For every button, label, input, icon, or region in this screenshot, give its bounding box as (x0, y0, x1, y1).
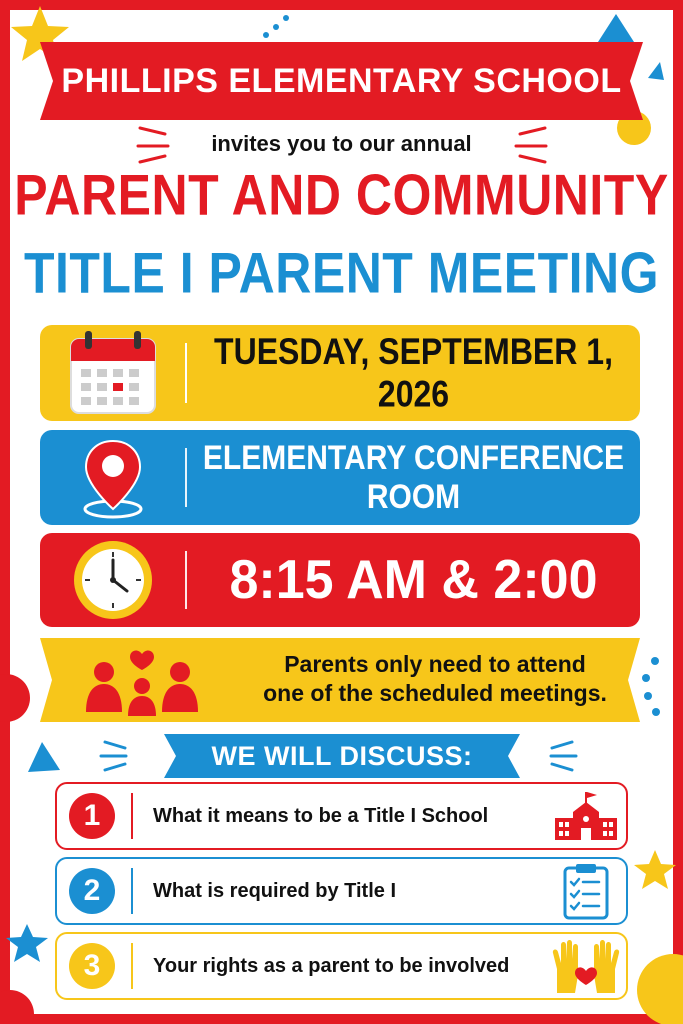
divider (131, 793, 133, 839)
triangle-decoration-top-right (598, 14, 634, 42)
parents-group-icon (82, 646, 202, 716)
circle-decoration-red-left (0, 674, 30, 722)
divider (131, 868, 133, 914)
topic-text: What it means to be a Title I School (153, 804, 489, 827)
star-decoration-bottom-left (6, 924, 48, 962)
note-line-2: one of the scheduled meetings. (263, 680, 607, 706)
attendance-note-ribbon (40, 638, 640, 722)
meeting-location: ELEMENTARY CONFERENCE ROOM (202, 438, 625, 516)
meeting-times: 8:15 AM & 2:00 (229, 549, 598, 611)
meeting-date: TUESDAY, SEPTEMBER 1, 2026 (214, 330, 613, 415)
location-pin-icon (40, 430, 185, 525)
discuss-heading-ribbon (164, 734, 520, 778)
topic-number: 3 (69, 943, 115, 989)
note-line-1: Parents only need to attend (284, 651, 586, 677)
clipboard-checklist-icon (546, 862, 626, 920)
school-icon (546, 790, 626, 842)
star-decoration-right (634, 850, 676, 889)
clock-icon (40, 533, 185, 627)
topic-text: Your rights as a parent to be involved (153, 954, 510, 977)
attendance-note (230, 650, 640, 708)
headline-primary: PARENT AND COMMUNITY (14, 162, 669, 228)
topic-item-3 (55, 932, 628, 1000)
topic-number: 2 (69, 868, 115, 914)
topic-item-2 (55, 857, 628, 925)
topic-number: 1 (69, 793, 115, 839)
circle-decoration-bottom-right (637, 954, 683, 1024)
invite-line: invites you to our annual (211, 131, 472, 156)
calendar-icon (40, 325, 185, 421)
discuss-heading: WE WILL DISCUSS: (211, 740, 473, 771)
hands-heart-icon (546, 939, 626, 993)
triangle-decoration-left (28, 742, 60, 772)
date-bar (40, 325, 640, 421)
topic-item-1 (55, 782, 628, 850)
time-bar (40, 533, 640, 627)
circle-decoration-bottom-left (0, 990, 34, 1024)
school-name: PHILLIPS ELEMENTARY SCHOOL (61, 61, 622, 100)
triangle-decoration-small (648, 62, 664, 80)
school-name-banner (40, 42, 643, 120)
topic-text: What is required by Title I (153, 879, 397, 902)
location-bar (40, 430, 640, 525)
headline-secondary: TITLE I PARENT MEETING (23, 240, 660, 306)
divider (131, 943, 133, 989)
